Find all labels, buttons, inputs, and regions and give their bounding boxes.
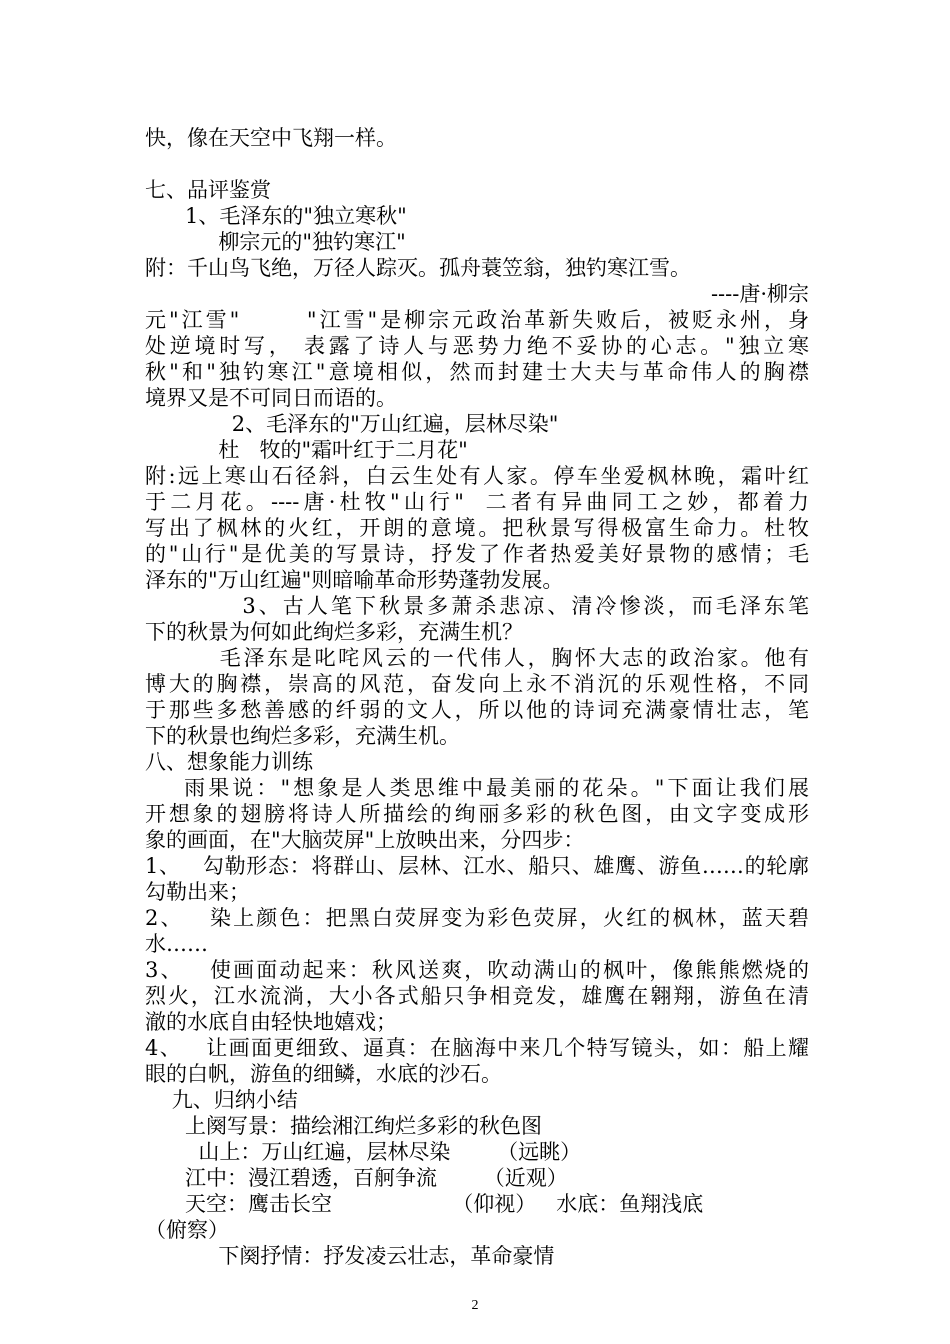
text-line: 下的秋景也绚烂多彩，充满生机。	[145, 724, 460, 748]
text-line: （俯察）	[145, 1218, 229, 1242]
text-line: 元"江雪" "江雪"是柳宗元政治革新失败后，被贬永州，身	[145, 308, 809, 332]
list-item: 2、 染上颜色：把黑白荧屏变为彩色荧屏，火红的枫林，蓝天碧	[145, 906, 809, 930]
text-line: 杜 牧的"霜叶红于二月花"	[145, 438, 468, 462]
text-line: 上阕写景：描绘湘江绚烂多彩的秋色图	[145, 1114, 543, 1138]
list-item: 1、 勾勒形态：将群山、层林、江水、船只、雄鹰、游鱼……的轮廓	[145, 854, 809, 878]
text-line: 柳宗元的"独钓寒江"	[145, 230, 406, 254]
text-line: 3、古人笔下秋景多萧杀悲凉、清冷惨淡，而毛泽东笔	[145, 594, 809, 618]
text-line: 境界又是不可同日而语的。	[145, 386, 397, 410]
text-line: 博大的胸襟，崇高的风范，奋发向上永不消沉的乐观性格，不同	[145, 672, 809, 696]
text-line: 下阕抒情：抒发凌云壮志，革命豪情	[145, 1244, 555, 1268]
text-line: 1、毛泽东的"独立寒秋"	[145, 204, 407, 228]
section-heading: 七、品评鉴赏	[145, 178, 271, 202]
text-line: 于二月花。----唐·杜牧"山行" 二者有异曲同工之妙，都着力	[145, 490, 809, 514]
section-heading: 九、归纳小结	[145, 1088, 298, 1112]
text-line: 毛泽东是叱咤风云的一代伟人，胸怀大志的政治家。他有	[145, 646, 809, 670]
list-item: 3、 使画面动起来：秋风送爽，吹动满山的枫叶，像熊熊燃烧的	[145, 958, 809, 982]
text-line: 秋"和"独钓寒江"意境相似，然而封建士大夫与革命伟人的胸襟	[145, 360, 809, 384]
list-item: 4、 让画面更细致、逼真：在脑海中来几个特写镜头，如：船上耀	[145, 1036, 809, 1060]
text-line: 处逆境时写， 表露了诗人与恶势力绝不妥协的心志。"独立寒	[145, 334, 809, 358]
text-line: 天空：鹰击长空 （仰视） 水底：鱼翔浅底	[145, 1192, 704, 1216]
text-line: 江中：漫江碧透，百舸争流 （近观）	[145, 1166, 568, 1190]
text-line: ----唐·柳宗	[710, 282, 809, 306]
text-line: 泽东的"万山红遍"则暗喻革命形势蓬勃发展。	[145, 568, 564, 592]
text-line: 眼的白帆，游鱼的细鳞，水底的沙石。	[145, 1062, 502, 1086]
text-line: 水……	[145, 932, 208, 956]
text-line: 于那些多愁善感的纤弱的文人，所以他的诗词充满豪情壮志，笔	[145, 698, 809, 722]
section-heading: 八、想象能力训练	[145, 750, 313, 774]
text-line: 附:远上寒山石径斜，白云生处有人家。停车坐爱枫林晚，霜叶红	[145, 464, 809, 488]
text-line: 象的画面，在"大脑荧屏"上放映出来，分四步：	[145, 828, 585, 852]
text-line: 烈火，江水流淌，大小各式船只争相竞发，雄鹰在翱翔，游鱼在清	[145, 984, 809, 1008]
text-line: 的"山行"是优美的写景诗，抒发了作者热爱美好景物的感情；毛	[145, 542, 809, 566]
text-line: 快，像在天空中飞翔一样。	[145, 126, 397, 150]
text-line: 下的秋景为何如此绚烂多彩，充满生机？	[145, 620, 523, 644]
text-line: 写出了枫林的火红，开朗的意境。把秋景写得极富生命力。杜牧	[145, 516, 809, 540]
page-number: 2	[471, 1298, 479, 1313]
text-line: 勾勒出来；	[145, 880, 250, 904]
text-line: 2、毛泽东的"万山红遍，层林尽染"	[145, 412, 559, 436]
text-line: 山上：万山红遍，层林尽染 （远眺）	[145, 1140, 582, 1164]
text-line: 开想象的翅膀将诗人所描绘的绚丽多彩的秋色图，由文字变成形	[145, 802, 809, 826]
text-line: 澈的水底自由轻快地嬉戏；	[145, 1010, 397, 1034]
text-line: 附：千山鸟飞绝，万径人踪灭。孤舟蓑笠翁，独钓寒江雪。	[145, 256, 691, 280]
text-line: 雨果说："想象是人类思维中最美丽的花朵。"下面让我们展	[145, 776, 809, 800]
